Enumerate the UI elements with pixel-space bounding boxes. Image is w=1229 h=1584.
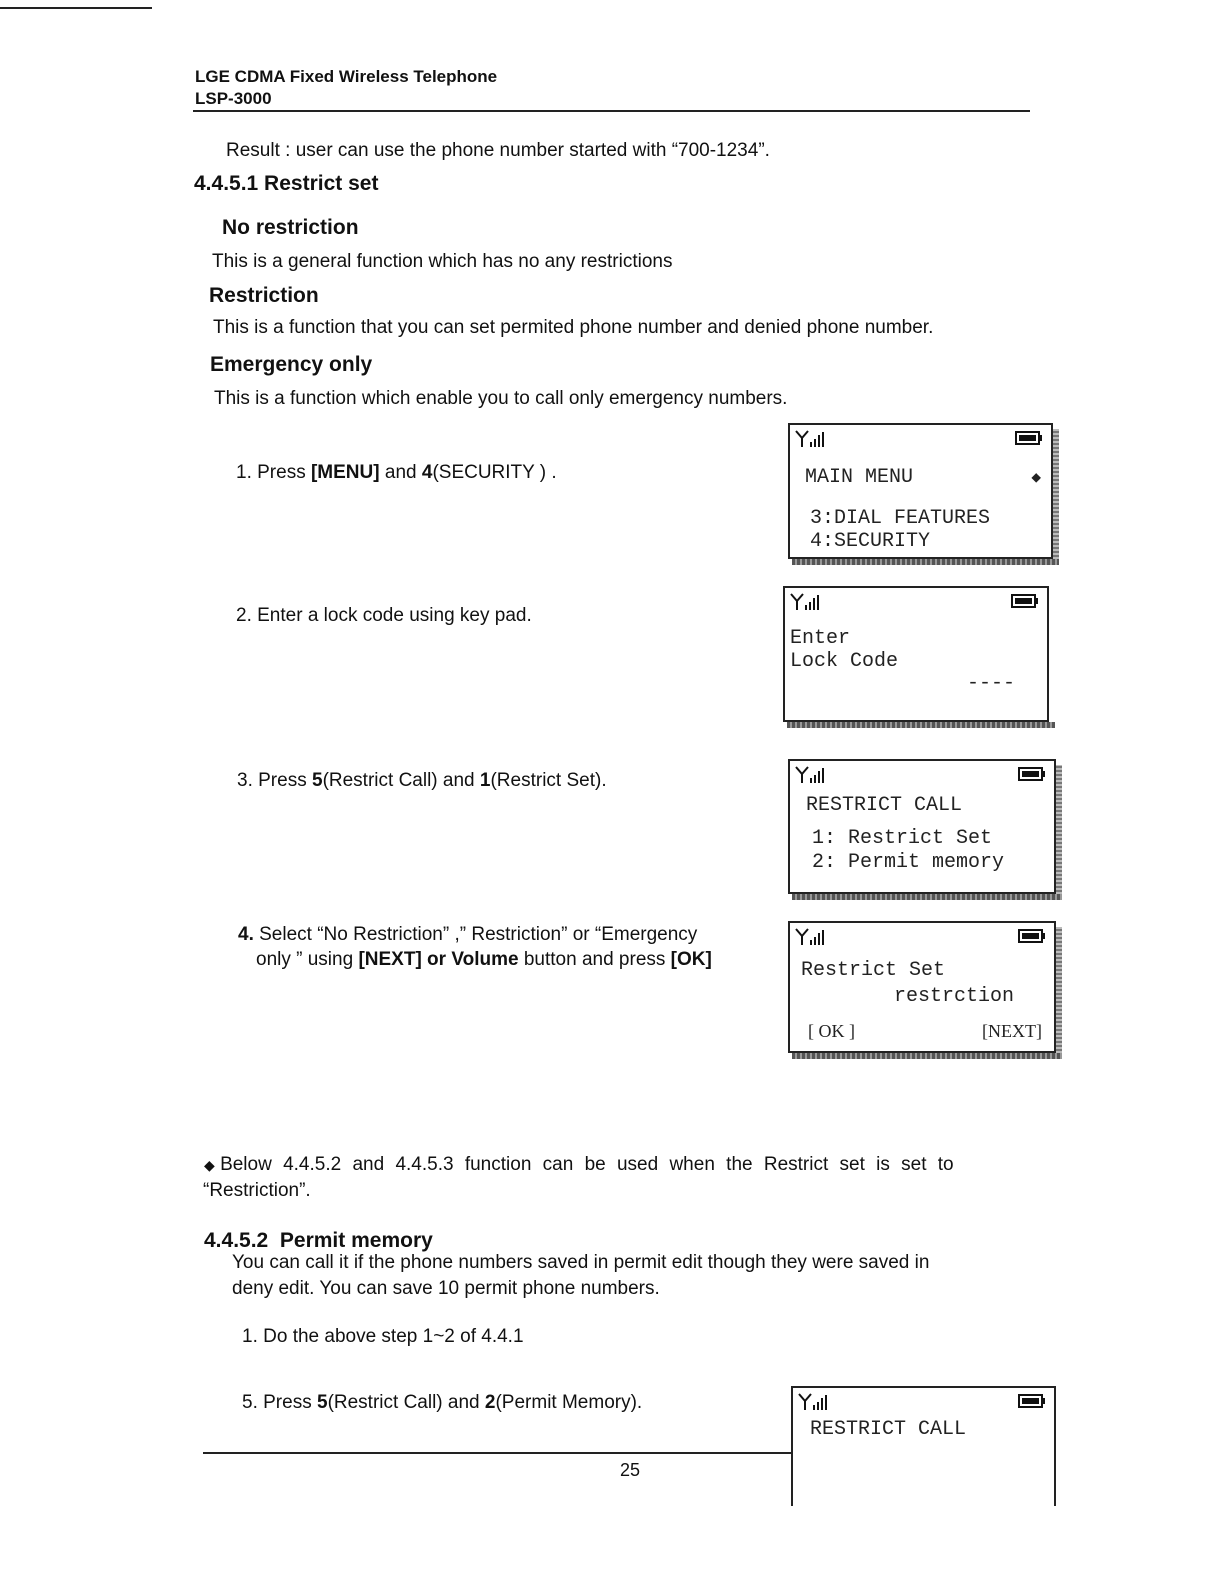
step-3 bbox=[237, 769, 607, 793]
lcd-next-softkey: [NEXT] bbox=[982, 1021, 1042, 1041]
step-3-text: 3. Press bbox=[237, 770, 312, 791]
step-4-ok-key: [OK] bbox=[670, 949, 712, 970]
note-line-2: “Restriction”. bbox=[203, 1180, 311, 1201]
permit-step-5 bbox=[242, 1391, 642, 1415]
lcd-enter-label: Enter bbox=[790, 627, 851, 650]
lcd-shadow bbox=[1056, 927, 1062, 1055]
diamond-bullet-icon: ◆ bbox=[204, 1157, 215, 1173]
note-line-1 bbox=[204, 1153, 1030, 1177]
lcd-shadow bbox=[792, 1053, 1062, 1059]
step-5-text: 5. Press bbox=[242, 1392, 317, 1413]
lcd-shadow bbox=[1053, 429, 1059, 561]
lcd-menu-item: 4:SECURITY bbox=[810, 530, 931, 553]
heading-restriction: Restriction bbox=[209, 284, 319, 307]
step-4-number: 4. bbox=[238, 924, 254, 945]
desc-no-restriction: This is a general function which has no any restrictions bbox=[212, 251, 673, 272]
header-model: LSP-3000 bbox=[195, 89, 272, 108]
signal-icon bbox=[794, 429, 828, 449]
page-number: 25 bbox=[620, 1460, 641, 1480]
note-text: Below 4.4.5.2 and 4.4.5.3 function can be used when the Restrict set is set to bbox=[220, 1154, 954, 1175]
desc-restriction: This is a function that you can set permited phone number and denied phone number. bbox=[213, 317, 934, 338]
lcd-ok-softkey: [ OK ] bbox=[808, 1021, 855, 1041]
permit-desc-1: You can call it if the phone numbers saved in permit edit though they were saved in bbox=[232, 1252, 930, 1273]
heading-no-restriction: No restriction bbox=[222, 216, 359, 239]
step-1-and: and bbox=[379, 462, 422, 483]
lcd-menu-item: 1: Restrict Set bbox=[812, 827, 993, 850]
step-4-button-text: button and press bbox=[518, 949, 671, 970]
step-4-line2: only ” using bbox=[256, 949, 359, 970]
section-title-text: Permit memory bbox=[279, 1229, 433, 1252]
lcd-menu-item: 3:DIAL FEATURES bbox=[810, 507, 991, 530]
step-1-menu-key: [MENU] bbox=[310, 462, 380, 483]
step-1-text: 1. Press bbox=[236, 462, 311, 483]
lcd-main-menu bbox=[788, 423, 1053, 559]
permit-step-1: 1. Do the above step 1~2 of 4.4.1 bbox=[242, 1326, 524, 1347]
desc-emergency-only: This is a function which enable you to call only emergency numbers. bbox=[214, 388, 788, 409]
lcd-shadow bbox=[792, 559, 1059, 565]
signal-icon bbox=[794, 927, 828, 947]
battery-icon bbox=[1015, 431, 1043, 445]
lcd-restrict-set-title: Restrict Set bbox=[801, 959, 946, 982]
step-3-restrict-set: (Restrict Set). bbox=[490, 770, 607, 791]
header-rule bbox=[193, 110, 1030, 112]
step-1 bbox=[236, 461, 557, 485]
signal-icon bbox=[789, 592, 823, 612]
top-edge-line bbox=[0, 7, 152, 9]
step-4-cont bbox=[256, 948, 712, 972]
section-title-restrict-set: 4.4.5.1 Restrict set bbox=[194, 172, 379, 195]
document-header bbox=[195, 66, 497, 110]
lcd-shadow bbox=[792, 894, 1062, 900]
lcd-main-menu-title: MAIN MENU bbox=[805, 466, 914, 489]
lcd-restrict-call-title: RESTRICT CALL bbox=[806, 794, 963, 817]
step-5-key-2: 2 bbox=[484, 1392, 496, 1413]
battery-icon bbox=[1018, 1394, 1046, 1408]
battery-icon bbox=[1018, 929, 1046, 943]
step-5-permit-memory: (Permit Memory). bbox=[495, 1392, 643, 1413]
permit-desc-2: deny edit. You can save 10 permit phone numbers. bbox=[232, 1278, 660, 1299]
step-3-key-1: 1 bbox=[479, 770, 491, 791]
footer-rule bbox=[203, 1452, 791, 1454]
lcd-code-placeholder: ---- bbox=[967, 672, 1016, 695]
heading-emergency-only: Emergency only bbox=[210, 353, 373, 376]
lcd-restrict-set bbox=[788, 921, 1056, 1053]
battery-icon bbox=[1018, 767, 1046, 781]
lcd-restrict-call-partial bbox=[791, 1386, 1056, 1506]
lcd-shadow bbox=[787, 722, 1055, 728]
step-4-line1: Select “No Restriction” ,” Restriction” or “Emergency bbox=[253, 924, 698, 945]
step-4-next-volume: [NEXT] or Volume bbox=[358, 949, 519, 970]
lcd-shadow bbox=[1056, 765, 1062, 896]
step-3-restrict-call: (Restrict Call) and bbox=[322, 770, 480, 791]
lcd-menu-item: 2: Permit memory bbox=[812, 851, 1005, 874]
step-3-key-5: 5 bbox=[311, 770, 323, 791]
step-1-key-4: 4 bbox=[421, 462, 433, 483]
lcd-restrict-call bbox=[788, 759, 1056, 894]
step-2: 2. Enter a lock code using key pad. bbox=[236, 605, 532, 626]
step-5-key-5: 5 bbox=[316, 1392, 328, 1413]
lcd-lock-code-label: Lock Code bbox=[790, 650, 899, 673]
section-number: 4.4.5.2 bbox=[204, 1229, 269, 1252]
lcd-lock-code bbox=[783, 586, 1049, 722]
signal-icon bbox=[797, 1392, 831, 1412]
scroll-arrow-icon: ◆ bbox=[1031, 469, 1041, 487]
signal-icon bbox=[794, 765, 828, 785]
lcd-restrict-call-title: RESTRICT CALL bbox=[810, 1418, 967, 1441]
step-5-restrict-call: (Restrict Call) and bbox=[327, 1392, 485, 1413]
header-title: LGE CDMA Fixed Wireless Telephone bbox=[195, 67, 498, 86]
result-text: Result : user can use the phone number started with “700-1234”. bbox=[226, 140, 770, 161]
step-4 bbox=[238, 923, 697, 947]
step-1-security: (SECURITY ) . bbox=[432, 462, 557, 483]
battery-icon bbox=[1011, 594, 1039, 608]
lcd-restrict-set-value: restrction bbox=[894, 985, 1015, 1008]
